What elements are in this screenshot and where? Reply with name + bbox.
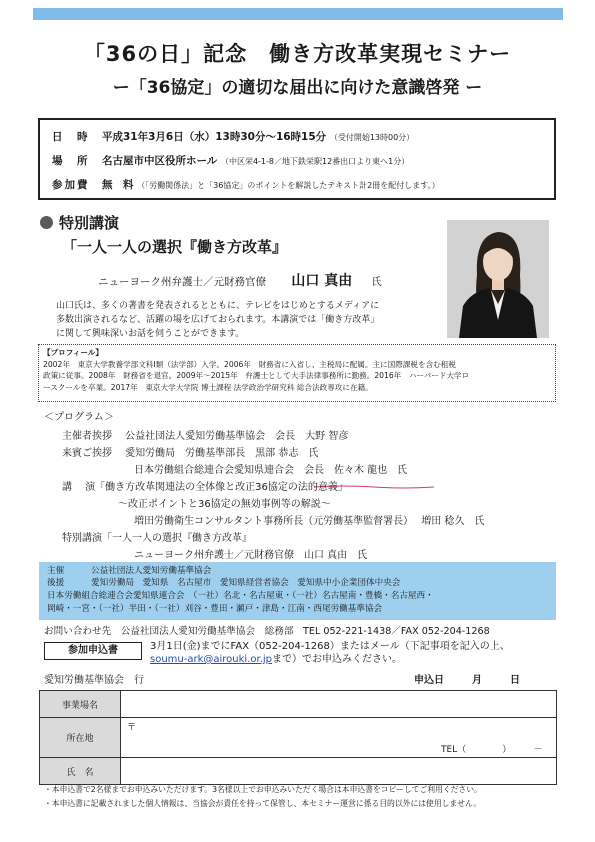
special-heading-text: 特別講演 [59, 214, 120, 232]
lecturer-line [98, 270, 382, 290]
table-row [40, 718, 557, 758]
bullet-circle-icon [40, 216, 53, 229]
program-line: ～改正ポイントと36協定の無効事例等の解説～ [118, 499, 331, 510]
application-instructions [150, 640, 510, 666]
day-label: 日 [510, 675, 520, 686]
lecture-title: 「一人一人の選択『働き方改革』 [62, 238, 288, 256]
tel-label: TEL（ ） － [441, 745, 543, 755]
profile-line: 2002年 東京大学教養学部文科Ⅰ類（法学部）入学。2006年 財務省に入省し、主税局に配属。主に国際課税を含む租税 [43, 359, 456, 369]
date-label: 申込日 [414, 675, 444, 686]
fee-label: 参加費 [52, 179, 90, 191]
profile-heading: 【プロフィール】 [43, 348, 103, 357]
table-row [40, 758, 557, 785]
datetime-label: 日 時 [52, 131, 90, 143]
program-heading: ＜プログラム＞ [44, 412, 114, 423]
lecturer-photo [447, 220, 549, 338]
organizers-band [39, 562, 556, 620]
program-line: 主催者挨拶 公益社団法人愛知労働基準協会 会長 大野 智彦 [62, 431, 349, 442]
address-field[interactable] [121, 718, 557, 758]
business-name-label: 事業場名 [40, 691, 121, 718]
host-value: 公益社団法人愛知労働基準協会 [91, 566, 212, 576]
note-line: ・本申込書に記載されました個人情報は、当協会が責任を持って保管し、本セミナー運営に係る目的以外には使用しません。 [44, 799, 482, 808]
month-label: 月 [472, 675, 482, 686]
program-line: 日本労働組合総連合会愛知県連合会 会長 佐々木 龍也 氏 [134, 465, 408, 476]
email-link[interactable]: soumu-ark@airouki.or.jp [150, 654, 273, 665]
fee-note: （「労働関係法」と「36協定」のポイントを解説したテキスト計2冊を配付します。） [137, 181, 440, 190]
program-line: 講 演「働き方改革関連法の全体像と改正36協定の法的意義」 [62, 482, 348, 493]
profile-line: 政策に従事。2008年 財務省を退官。2009年～2015年 弁護士として大手法律事務所に勤務。2016年 ハーバード大学ロ [43, 371, 470, 380]
host-label: 主催 [47, 566, 65, 576]
apply-line-2: まで）でお申込みください。 [272, 654, 403, 665]
support-line: 日本労働組合総連合会愛知県連合会 （一社）名北・名古屋東・（一社）名古屋南・豊橋・名古屋西・ [47, 591, 434, 601]
name-field[interactable] [121, 758, 557, 785]
top-color-bar [33, 8, 563, 20]
lecturer-portrait-icon [447, 220, 549, 338]
postal-mark: 〒 [127, 723, 137, 733]
venue-note: （中区栄4-1-8／地下鉄栄駅12番出口より東へ1分） [220, 157, 410, 166]
application-form-label: 参加申込書 [44, 642, 142, 660]
fee-row [52, 177, 440, 192]
special-lecture-heading [40, 212, 119, 233]
venue-value: 名古屋市中区役所ホール [102, 155, 218, 167]
support-line: 愛知労働局 愛知県 名古屋市 愛知県経営者協会 愛知県中小企業団体中央会 [91, 578, 401, 588]
datetime-value: 平成31年3月6日（水）13時30分～16時15分 [102, 131, 327, 143]
lecturer-name: 山口 真由 [291, 273, 353, 289]
lecturer-bio [56, 299, 436, 341]
bio-line: に関して興味深いお話を伺うことができます。 [56, 329, 245, 339]
contact-info: お問い合わせ先 公益社団法人愛知労働基準協会 総務部 TEL 052-221-1438／FAX 052-204-1268 [44, 626, 490, 637]
business-name-field[interactable] [121, 691, 557, 718]
page-title: 「36の日」記念 働き方改革実現セミナー [83, 42, 512, 66]
page-subtitle: ー「36協定」の適切な届出に向けた意識啓発 ー [112, 78, 483, 98]
table-row [40, 691, 557, 718]
support-line: 岡崎・一宮・（一社）半田・（一社）刈谷・豊田・瀬戸・津島・江南・西尾労働基準協会 [47, 604, 383, 614]
profile-line: ースクールを卒業。2017年 東京大学大学院 博士課程 法学政治学研究科 総合法政専攻に在籍。 [43, 382, 373, 392]
fee-value: 無 料 [102, 179, 134, 191]
bio-line: 山口氏は、多くの著書を発表されるとともに、テレビをはじめとするメディアに [56, 301, 380, 311]
name-label: 氏 名 [40, 758, 121, 785]
program-line: 来賓ご挨拶 愛知労働局 労働基準部長 黒部 恭志 氏 [62, 448, 319, 459]
apply-line-1: 3月1日(金)までにFAX（052-204-1268）またはメール（下記事項を記入の上、 [150, 641, 510, 652]
venue-label: 場 所 [52, 155, 90, 167]
datetime-row [52, 129, 414, 144]
form-addressee: 愛知労働基準協会 行 [44, 675, 144, 686]
program-line: ニューヨーク州弁護士／元財務官僚 山口 真由 氏 [134, 550, 368, 561]
bio-line: 多数出演されるなど、活躍の場を広げておられます。本講演では「働き方改革」 [56, 315, 380, 325]
event-info-box [38, 118, 556, 200]
venue-row [52, 153, 409, 168]
note-line: ・本申込書で2名様までお申込みいただけます。3名様以上でお申込みいただく場合は本申込書をコピーしてご利用ください。 [44, 785, 482, 794]
program-line: 増田労働衛生コンサルタント事務所長（元労働基準監督署長） 増田 稔久 氏 [134, 516, 485, 527]
application-form-table [39, 690, 557, 785]
datetime-note: （受付開始13時00分） [329, 133, 415, 142]
application-date [414, 671, 520, 686]
form-notes [44, 783, 482, 811]
program-line: 特別講演「一人一人の選択『働き方改革』 [62, 533, 252, 544]
address-label: 所在地 [40, 718, 121, 758]
lecturer-role: ニューヨーク州弁護士／元財務官僚 [98, 276, 266, 288]
profile-box [38, 344, 556, 402]
lecturer-honorific: 氏 [371, 277, 382, 288]
support-label: 後援 [47, 578, 65, 588]
